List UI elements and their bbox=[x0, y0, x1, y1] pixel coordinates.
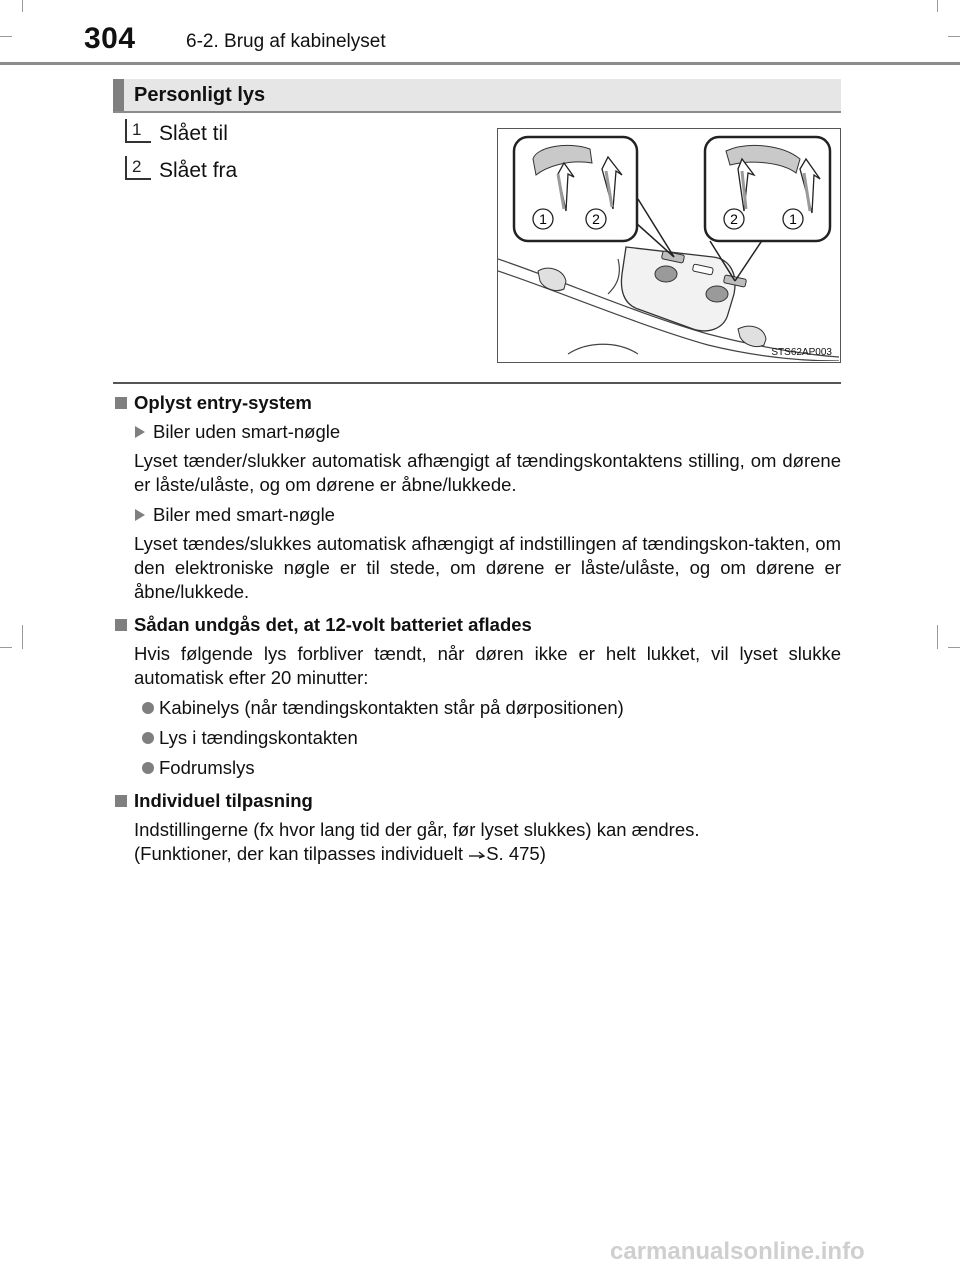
section-title: 6-2. Brug af kabinelyset bbox=[186, 31, 386, 52]
callout-item-on bbox=[125, 119, 228, 149]
square-bullet-icon bbox=[115, 795, 127, 807]
variant-heading bbox=[113, 503, 841, 527]
figure-label: 1 bbox=[539, 211, 547, 227]
list-item bbox=[113, 756, 841, 780]
crop-mark bbox=[937, 625, 938, 649]
crop-mark bbox=[0, 36, 12, 37]
reference-text: (Funktioner, der kan tilpasses individuelt bbox=[134, 843, 469, 864]
callout-number-icon bbox=[125, 156, 155, 186]
crop-mark bbox=[937, 0, 938, 12]
body-content bbox=[113, 391, 841, 872]
callout-number: 2 bbox=[132, 157, 142, 176]
title-bar-accent bbox=[113, 79, 124, 111]
circle-bullet-icon bbox=[142, 732, 154, 744]
heading-text: Sådan undgås det, at 12-volt batteriet aflades bbox=[134, 614, 532, 635]
square-bullet-icon bbox=[115, 397, 127, 409]
triangle-bullet-icon bbox=[135, 509, 145, 521]
paragraph: Lyset tænder/slukker automatisk afhængigt af tændingskontaktens stilling, om dørene er låste/ulåste, og om dørene er åbne/lukkede. bbox=[134, 450, 841, 495]
personal-light-diagram bbox=[498, 129, 839, 361]
illustration-personal-light bbox=[497, 128, 841, 363]
figure-code: STS62AP003 bbox=[771, 347, 832, 358]
subsection-heading bbox=[113, 613, 841, 637]
list-item-text: Kabinelys (når tændingskontakten står på dørpositionen) bbox=[159, 697, 624, 718]
square-bullet-icon bbox=[115, 619, 127, 631]
section-title-bar bbox=[113, 79, 841, 113]
variant-text: Biler med smart-nøgle bbox=[153, 504, 335, 525]
subsection-heading bbox=[113, 391, 841, 415]
callout-label: Slået til bbox=[159, 122, 228, 145]
heading-text: Oplyst entry-system bbox=[134, 392, 312, 413]
subsection-heading bbox=[113, 789, 841, 813]
heading-text: Individuel tilpasning bbox=[134, 790, 313, 811]
callout-number: 1 bbox=[132, 120, 142, 139]
cross-reference bbox=[113, 842, 841, 866]
callout-number-icon bbox=[125, 119, 155, 149]
callout-label: Slået fra bbox=[159, 159, 238, 182]
list-item bbox=[113, 696, 841, 720]
list-item bbox=[113, 726, 841, 750]
svg-text:carmanualsonline.info: carmanualsonline.info bbox=[610, 1238, 865, 1265]
figure-label: 2 bbox=[592, 211, 600, 227]
page-number: 304 bbox=[84, 22, 136, 55]
crop-mark bbox=[22, 0, 23, 12]
list-item-text: Lys i tændingskontakten bbox=[159, 727, 358, 748]
variant-text: Biler uden smart-nøgle bbox=[153, 421, 341, 442]
paragraph: Indstillingerne (fx hvor lang tid der går, før lyset slukkes) kan ændres. bbox=[134, 819, 700, 840]
circle-bullet-icon bbox=[142, 762, 154, 774]
crop-mark bbox=[22, 625, 23, 649]
section-divider bbox=[113, 382, 841, 384]
figure-label: 1 bbox=[789, 211, 797, 227]
watermark-logo bbox=[610, 1235, 950, 1269]
header-divider bbox=[0, 62, 960, 65]
triangle-bullet-icon bbox=[135, 426, 145, 438]
paragraph: Lyset tændes/slukkes automatisk afhængigt af indstillingen af tændingskon-takten, om den elektroniske nøgle er til stede, om dørene er låste/ulåste, og om dørene er åbne/lukkede. bbox=[134, 533, 841, 602]
arrow-right-icon bbox=[468, 850, 486, 860]
crop-mark bbox=[948, 36, 960, 37]
circle-bullet-icon bbox=[142, 702, 154, 714]
callout-item-off bbox=[125, 156, 237, 186]
crop-mark bbox=[0, 647, 12, 648]
page-reference-link[interactable]: S. 475) bbox=[486, 843, 546, 864]
list-item-text: Fodrumslys bbox=[159, 757, 255, 778]
figure-label: 2 bbox=[730, 211, 738, 227]
paragraph: Hvis følgende lys forbliver tændt, når døren ikke er helt lukket, vil lyset slukke automatisk efter 20 minutter: bbox=[134, 643, 841, 688]
section-heading: Personligt lys bbox=[134, 84, 266, 106]
crop-mark bbox=[948, 647, 960, 648]
variant-heading bbox=[113, 420, 841, 444]
